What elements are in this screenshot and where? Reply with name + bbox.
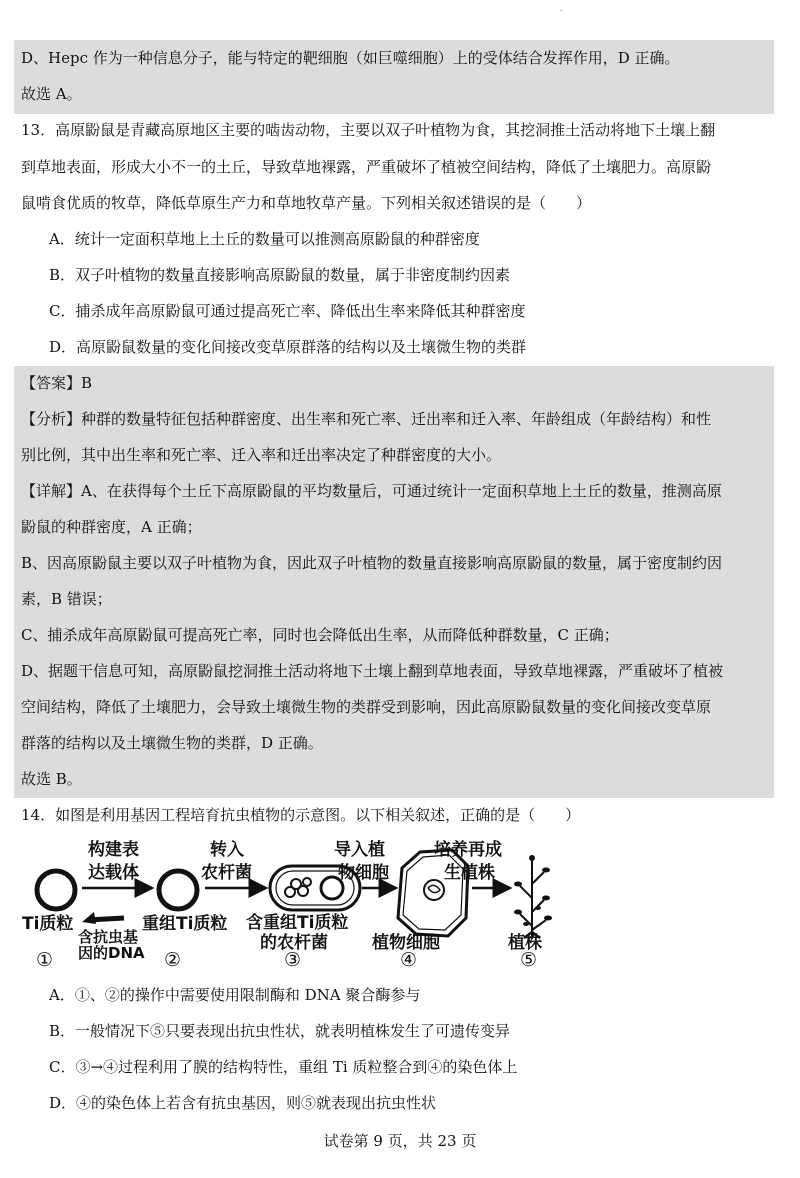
ti-plasmid-ring [37, 871, 75, 909]
plant-cell-nucleus [424, 880, 444, 900]
gene-label-bottom: 因的DNA [78, 944, 145, 962]
plant-label: 植株 [508, 933, 542, 953]
agrobacterium-label-top: 含重组Ti质粒 [246, 913, 349, 933]
page-mark: . [560, 4, 563, 13]
q13-detail-line: 素，B 错误； [21, 590, 112, 608]
q14-option-c: C．③→④过程利用了膜的结构特性，重组 Ti 质粒整合到④的染色体上 [49, 1058, 518, 1076]
bacterial-chromosome [285, 878, 311, 897]
q13-stem-line: 到草地表面，形成大小不一的土丘，导致草地裸露，严重破坏了植被空间结构，降低了土壤肥力。高原鼢 [21, 158, 712, 176]
q13-detail-line: D、据题干信息可知，高原鼢鼠挖洞推土活动将地下土壤上翻到草地表面，导致草地裸露，严重破坏了植被 [21, 662, 724, 680]
q14-option-a: A．①、②的操作中需要使用限制酶和 DNA 聚合酶参与 [49, 986, 421, 1004]
q12-option-d-explanation: D、Hepc 作为一种信息分子，能与特定的靶细胞（如巨噬细胞）上的受体结合发挥作用，D 正确。 [21, 49, 680, 67]
ti-plasmid-label: Ti质粒 [22, 914, 74, 934]
q13-detail-line: 鼢鼠的种群密度，A 正确； [21, 518, 202, 536]
plant-cell-label: 植物细胞 [372, 933, 440, 953]
step-number-1: ① [36, 949, 54, 970]
recombinant-plasmid-ring [159, 871, 197, 909]
step4-label-top: 培养再成 [434, 840, 502, 860]
step-number-3: ③ [284, 949, 302, 970]
step-number-5: ⑤ [520, 949, 538, 970]
q14-option-d: D．④的染色体上若含有抗虫基因，则⑤就表现出抗虫性状 [49, 1094, 437, 1112]
q13-analysis-line: 别比例，其中出生率和死亡率、迁入率和迁出率决定了种群密度的大小。 [21, 446, 502, 464]
q14-option-b: B．一般情况下⑤只要表现出抗虫性状，就表明植株发生了可遗传变异 [49, 1022, 511, 1040]
plant-illustration [520, 860, 546, 938]
step1-label-bottom: 达载体 [88, 863, 139, 883]
q13-stem-line: 13．高原鼢鼠是青藏高原地区主要的啮齿动物，主要以双子叶植物为食，其挖洞推土活动将地下土壤上翻 [21, 121, 716, 139]
q13-stem-line: 鼠啃食优质的牧草，降低草原生产力和草地牧草产量。下列相关叙述错误的是（ ） [21, 194, 592, 212]
step-number-4: ④ [400, 949, 418, 970]
step3-label-bottom: 物细胞 [338, 863, 389, 883]
q13-option-a: A．统计一定面积草地上土丘的数量可以推测高原鼢鼠的种群密度 [49, 230, 480, 248]
q13-detail-line: 空间结构，降低了土壤肥力，会导致土壤微生物的类群受到影响，因此高原鼢鼠数量的变化间接改变草原 [21, 698, 712, 716]
step3-label-top: 导入植 [334, 840, 385, 860]
step2-label-bottom: 农杆菌 [201, 863, 252, 883]
q13-detail-line: B、因高原鼢鼠主要以双子叶植物为食，因此双子叶植物的数量直接影响高原鼢鼠的数量，属于密度制约因 [21, 554, 723, 572]
q13-option-b: B．双子叶植物的数量直接影响高原鼢鼠的数量，属于非密度制约因素 [49, 266, 511, 284]
q13-analysis-line: 【分析】种群的数量特征包括种群密度、出生率和死亡率、迁出率和迁入率、年龄组成（年龄结构）和性 [21, 410, 712, 428]
recombinant-plasmid-label: 重组Ti质粒 [142, 914, 228, 934]
genetic-engineering-diagram [20, 838, 580, 970]
q13-answer: 【答案】B [21, 374, 93, 392]
q14-stem: 14．如图是利用基因工程培育抗虫植物的示意图。以下相关叙述，正确的是（ ） [21, 806, 581, 824]
step-number-2: ② [164, 949, 182, 970]
step4-label-bottom: 生植株 [444, 863, 495, 883]
q13-option-d: D．高原鼢鼠数量的变化间接改变草原群落的结构以及土壤微生物的类群 [49, 338, 527, 356]
step1-label-top: 构建表 [88, 840, 139, 860]
q13-detail-line: C、捕杀成年高原鼢鼠可提高死亡率，同时也会降低出生率，从而降低种群数量，C 正确； [21, 626, 619, 644]
q13-detail-line: 群落的结构以及土壤微生物的类群，D 正确。 [21, 734, 323, 752]
q13-detail-line: 【详解】A、在获得每个土丘下高原鼢鼠的平均数量后，可通过统计一定面积草地上土丘的数量，推测高原 [21, 482, 722, 500]
step2-label-top: 转入 [210, 840, 244, 860]
q13-option-c: C．捕杀成年高原鼢鼠可通过提高死亡率、降低出生率来降低其种群密度 [49, 302, 526, 320]
page-footer: 试卷第 9 页，共 23 页 [323, 1132, 477, 1150]
agrobacterium-label-bottom: 的农杆菌 [260, 933, 328, 953]
gene-label-top: 含抗虫基 [78, 928, 139, 946]
q13-conclusion: 故选 B。 [21, 770, 82, 788]
q12-conclusion: 故选 A。 [21, 85, 82, 103]
